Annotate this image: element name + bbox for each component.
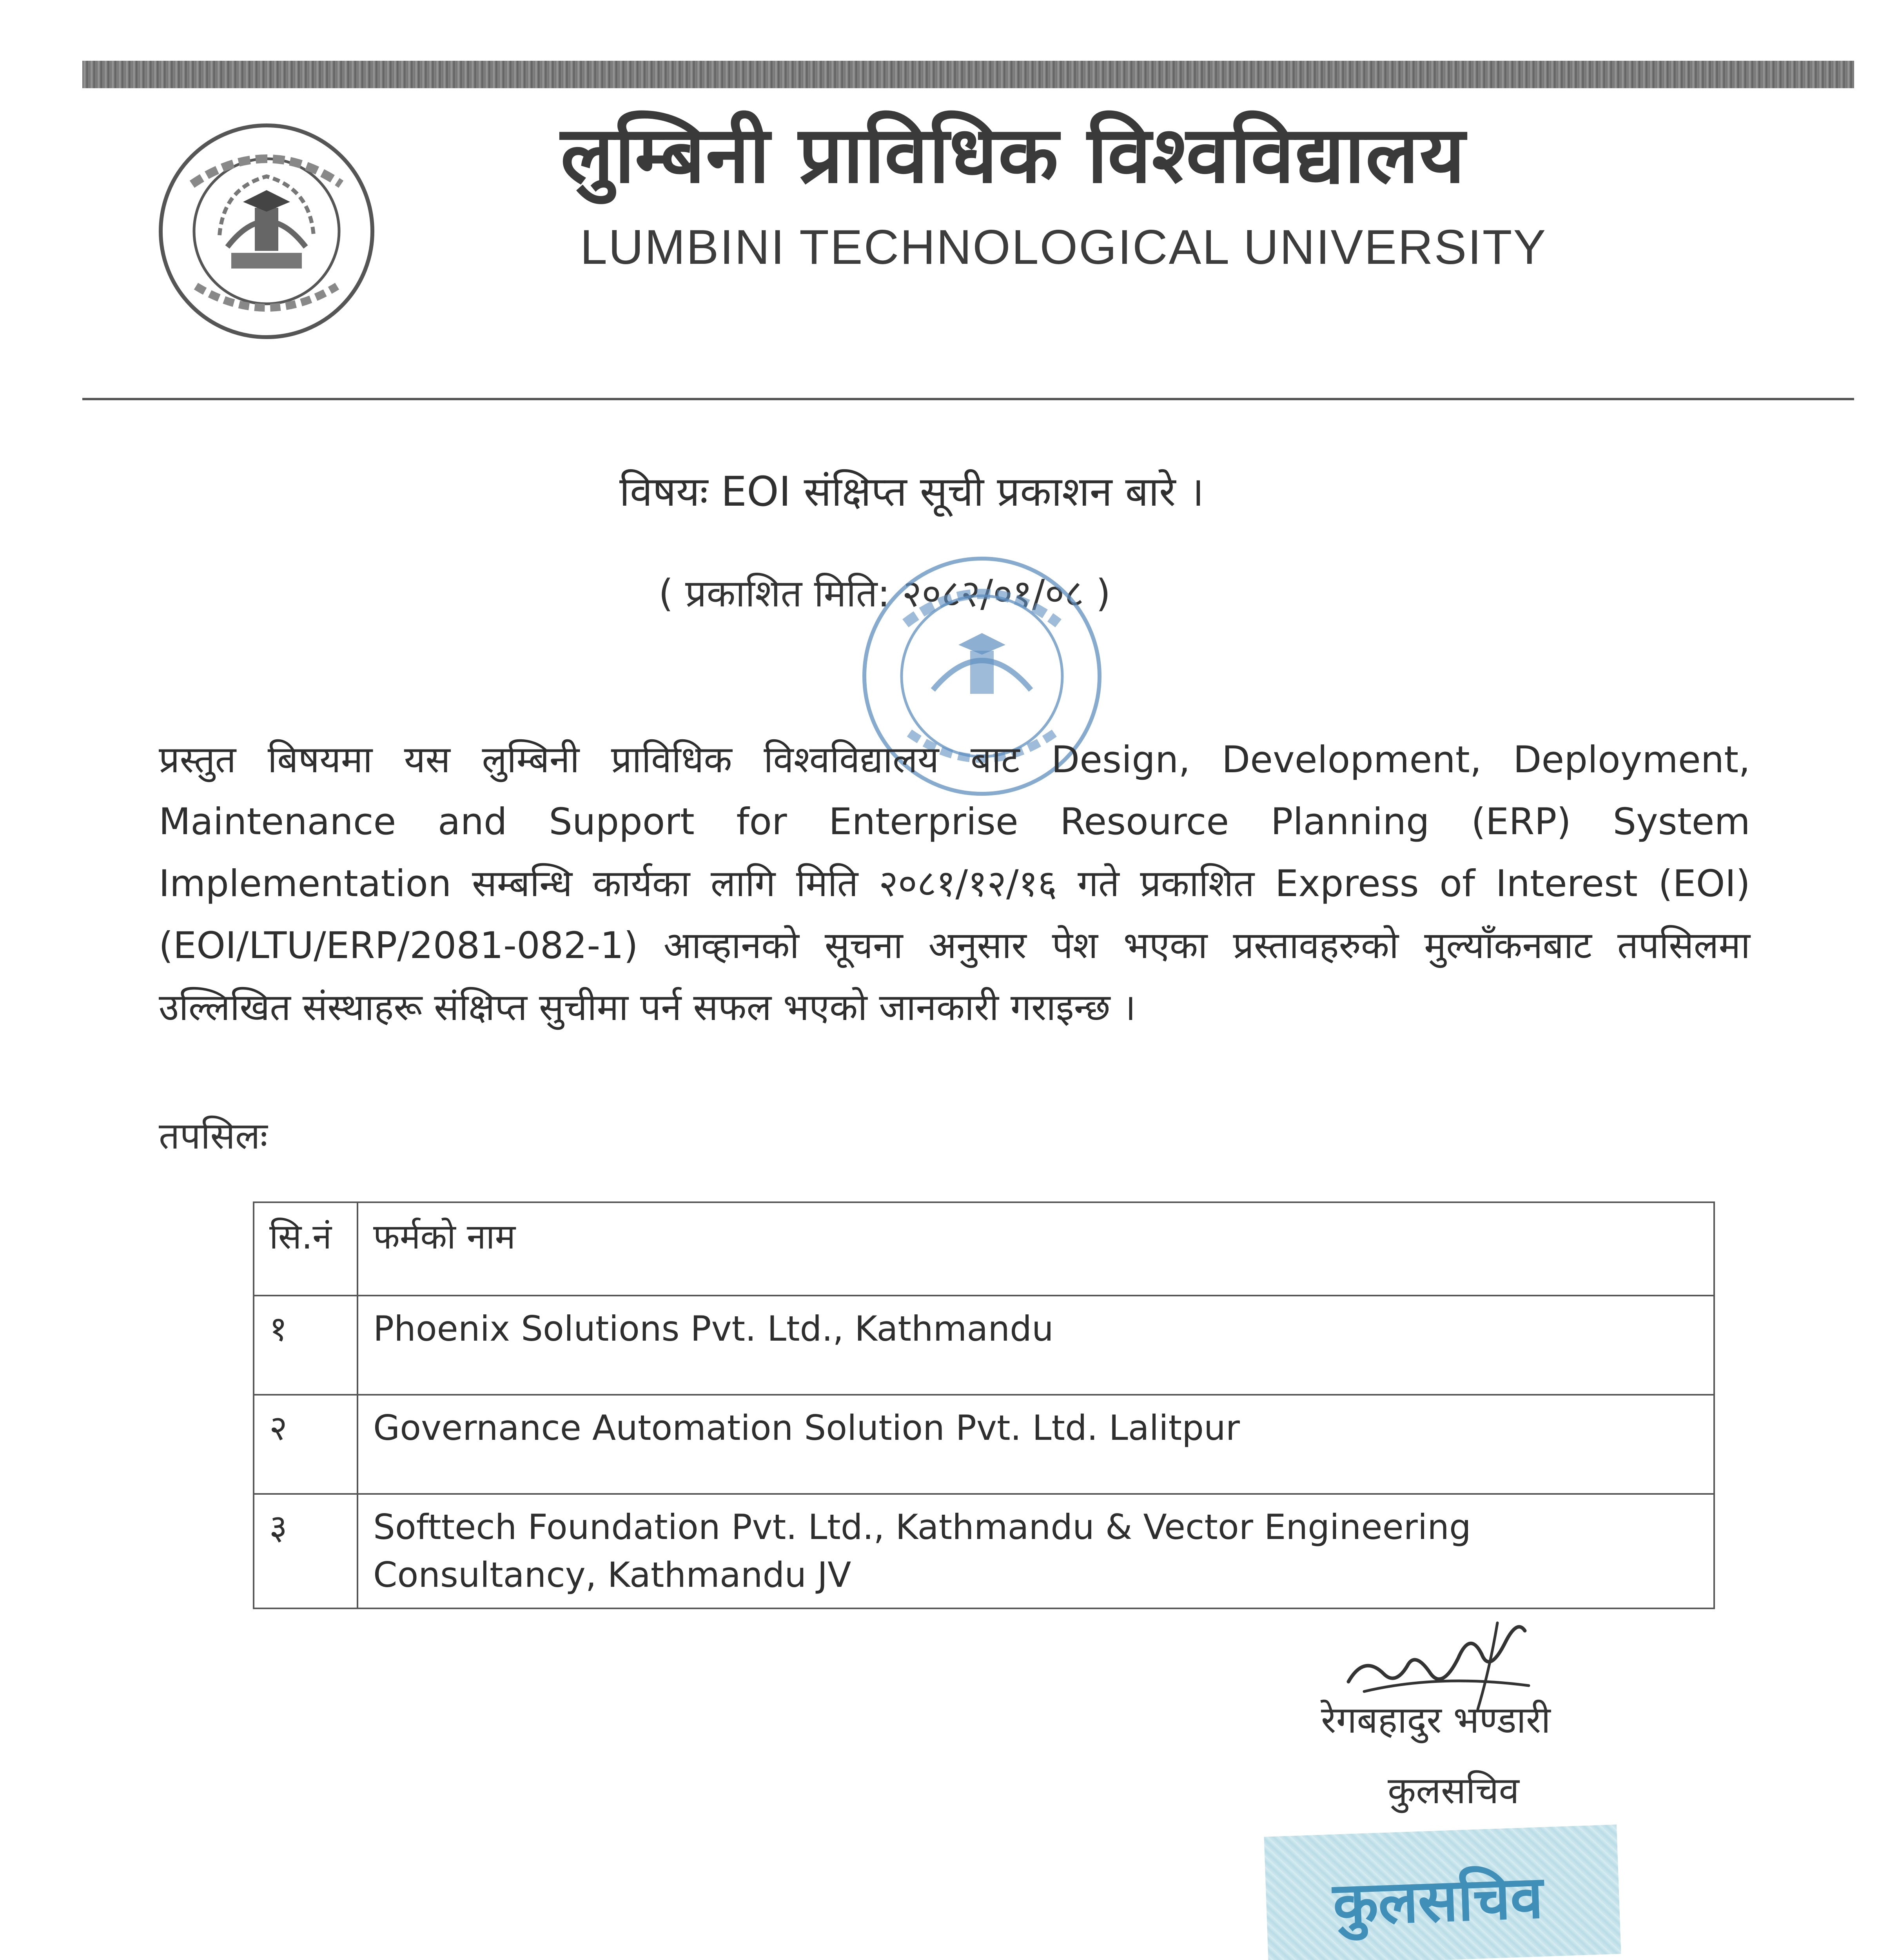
- signatory-title: कुलसचिव: [1388, 1769, 1519, 1812]
- shortlist-table: [253, 1201, 1715, 1609]
- header-serial-number: सि.नं: [254, 1202, 357, 1296]
- notice-body-paragraph: प्रस्तुत बिषयमा यस लुम्बिनी प्राविधिक विश्वविद्यालय बाट Design, Development, Deployment, Maintenance and Support for Enterprise Resource Planning (ERP) System Implementation सम्बन्धि कार्यका लागि मिति २०८१/१२/१६ गते प्रकाशित Express of Interest (EOI) (EOI/LTU/ERP/2081-082-1) आव्हानको सूचना अनुसार पेश भएका प्रस्तावहरुको मुल्याँकनबाट तपसिलमा उल्लिखित संस्थाहरू संक्षिप्त सुचीमा पर्न सफल भएको जानकारी गराइन्छ ।: [159, 739, 1750, 1029]
- top-decorative-bar: [82, 61, 1854, 88]
- table-header-row: [254, 1202, 1714, 1296]
- table-row: [254, 1296, 1714, 1395]
- tapasil-label: तपसिलः: [159, 1115, 268, 1158]
- university-name-english: LUMBINI TECHNOLOGICAL UNIVERSITY: [580, 220, 1547, 274]
- row-firm-name: Softtech Foundation Pvt. Ltd., Kathmandu & Vector Engineering Consultancy, Kathmandu JV: [357, 1494, 1714, 1608]
- notice-body: [159, 729, 1750, 1039]
- row-firm-name: Phoenix Solutions Pvt. Ltd., Kathmandu: [357, 1296, 1714, 1395]
- signatory-name: रेगबहादुर भण्डारी: [1321, 1699, 1551, 1742]
- header-firm-name: फर्मको नाम: [357, 1202, 1714, 1296]
- notice-subject: विषयः EOI संक्षिप्त सूची प्रकाशन बारे ।: [619, 468, 1204, 515]
- row-firm-name: Governance Automation Solution Pvt. Ltd. Lalitpur: [357, 1395, 1714, 1494]
- published-date: ( प्रकाशित मिति: २०८२/०१/०८ ): [659, 572, 1111, 615]
- university-name-nepali: लुम्बिनी प्राविधिक विश्वविद्यालय: [561, 109, 1466, 201]
- registrar-stamp: [1264, 1824, 1621, 1960]
- table-row: [254, 1395, 1714, 1494]
- stamp-text: कुलसचिव: [1332, 1863, 1544, 1939]
- table-row: [254, 1494, 1714, 1608]
- university-logo-icon: [145, 118, 388, 345]
- row-serial-number: ३: [254, 1494, 357, 1608]
- row-serial-number: २: [254, 1395, 357, 1494]
- header-divider: [82, 398, 1854, 400]
- row-serial-number: १: [254, 1296, 357, 1395]
